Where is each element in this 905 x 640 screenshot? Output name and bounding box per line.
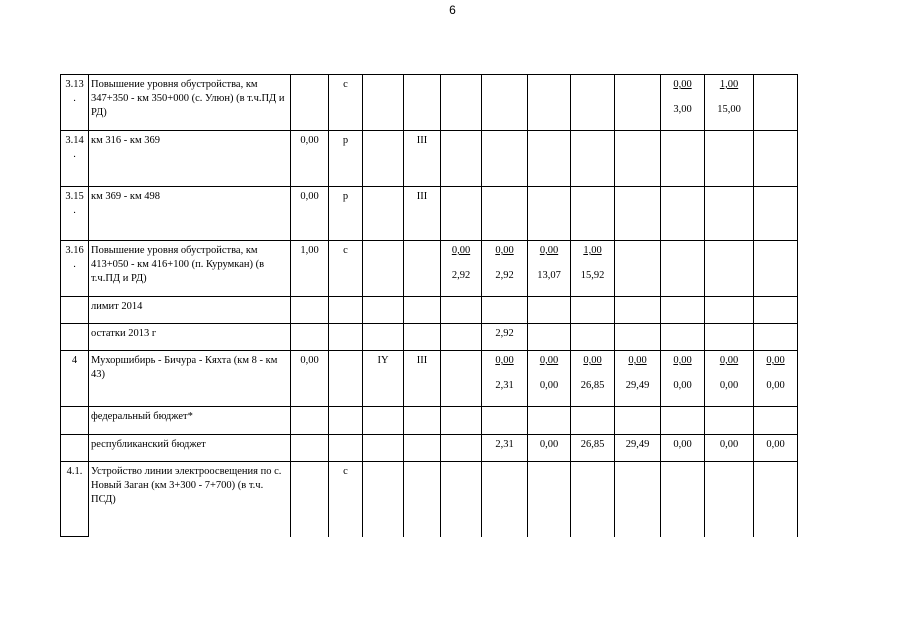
cell: [61, 435, 89, 462]
cell: [571, 75, 615, 131]
cell: [615, 324, 661, 351]
cell: [482, 407, 528, 435]
cell: [441, 407, 482, 435]
row-number: 3.13 .: [61, 75, 89, 131]
cell: 0,00: [291, 187, 329, 241]
cell: 26,85: [571, 435, 615, 462]
cell: [661, 131, 705, 187]
row-name: федеральный бюджет*: [89, 407, 291, 435]
cell: 0,00: [291, 351, 329, 407]
cell: [363, 324, 404, 351]
cell: [661, 241, 705, 297]
cell: 0,00 0,00: [705, 351, 754, 407]
cell: [404, 407, 441, 435]
row-name: республиканский бюджет: [89, 435, 291, 462]
table-row: [61, 187, 798, 241]
cell: [61, 407, 89, 435]
cell: [291, 407, 329, 435]
cell: 0,00 0,00: [528, 351, 571, 407]
cell: [528, 297, 571, 324]
cell: [615, 241, 661, 297]
cell: [661, 462, 705, 537]
cell: [291, 462, 329, 537]
cell: [441, 351, 482, 407]
cell: 0,00 26,85: [571, 351, 615, 407]
cell: 0,00: [528, 435, 571, 462]
cell: [441, 435, 482, 462]
cell: IY: [363, 351, 404, 407]
cell: [615, 187, 661, 241]
cell: [404, 75, 441, 131]
cell: [482, 297, 528, 324]
cell: [571, 407, 615, 435]
cell: [329, 407, 363, 435]
cell: 0,00: [291, 131, 329, 187]
cell: 0,00 2,92: [441, 241, 482, 297]
cell: [528, 462, 571, 537]
table-row: [61, 462, 798, 537]
cell: [404, 324, 441, 351]
cell: III: [404, 351, 441, 407]
cell: [363, 462, 404, 537]
cell: [363, 407, 404, 435]
cell: 2,31: [482, 435, 528, 462]
cell: 1,00 15,00: [705, 75, 754, 131]
cell: [661, 187, 705, 241]
cell: р: [329, 187, 363, 241]
cell: [441, 131, 482, 187]
table-row: [61, 407, 798, 435]
cell: [441, 462, 482, 537]
cell: [754, 187, 798, 241]
cell: [754, 324, 798, 351]
cell: [482, 462, 528, 537]
cell: [615, 407, 661, 435]
row-name: остатки 2013 г: [89, 324, 291, 351]
cell: [329, 297, 363, 324]
cell: 1,00: [291, 241, 329, 297]
cell: [441, 75, 482, 131]
row-number: 3.14 .: [61, 131, 89, 187]
cell: [363, 241, 404, 297]
row-name: Устройство линии электроосвещения по с. Новый Заган (км 3+300 - 7+700) (в т.ч. ПСД): [89, 462, 291, 537]
row-number: 3.16 .: [61, 241, 89, 297]
cell: [754, 297, 798, 324]
cell: [441, 324, 482, 351]
cell: [705, 131, 754, 187]
row-name: Повышение уровня обустройства, км 413+050 - км 416+100 (п. Курумкан) (в т.ч.ПД и РД): [89, 241, 291, 297]
row-number: 4: [61, 351, 89, 407]
cell: 1,00 15,92: [571, 241, 615, 297]
cell: [705, 462, 754, 537]
cell: 0,00 13,07: [528, 241, 571, 297]
cell: III: [404, 187, 441, 241]
table-row: [61, 241, 798, 297]
table-row: [61, 324, 798, 351]
cell: [528, 324, 571, 351]
cell: III: [404, 131, 441, 187]
row-number: 4.1.: [61, 462, 89, 537]
cell: [291, 75, 329, 131]
cell: [363, 435, 404, 462]
row-name: км 369 - км 498: [89, 187, 291, 241]
cell: [291, 435, 329, 462]
cell: с: [329, 241, 363, 297]
cell: [571, 131, 615, 187]
cell: р: [329, 131, 363, 187]
cell: [528, 187, 571, 241]
cell: [615, 462, 661, 537]
cell: [528, 131, 571, 187]
cell: [754, 241, 798, 297]
cell: [571, 187, 615, 241]
row-name: Повышение уровня обустройства, км 347+350 - км 350+000 (с. Улюн) (в т.ч.ПД и РД): [89, 75, 291, 131]
cell: [482, 187, 528, 241]
cell: [571, 324, 615, 351]
cell: [329, 435, 363, 462]
cell: [363, 297, 404, 324]
cell: [754, 407, 798, 435]
table-row: [61, 351, 798, 407]
cell: [404, 241, 441, 297]
cell: с: [329, 462, 363, 537]
row-name: Мухоршибирь - Бичура - Кяхта (км 8 - км 43): [89, 351, 291, 407]
row-name: лимит 2014: [89, 297, 291, 324]
cell: [705, 324, 754, 351]
cell: [705, 407, 754, 435]
cell: 0,00 2,31: [482, 351, 528, 407]
row-name: км 316 - км 369: [89, 131, 291, 187]
cell: 2,92: [482, 324, 528, 351]
cell: [754, 131, 798, 187]
cell: 0,00: [705, 435, 754, 462]
cell: [705, 297, 754, 324]
cell: 0,00 3,00: [661, 75, 705, 131]
cell: [363, 131, 404, 187]
cell: [528, 75, 571, 131]
cell: 0,00: [754, 435, 798, 462]
cell: [404, 462, 441, 537]
cell: [661, 297, 705, 324]
cell: [482, 131, 528, 187]
cell: 0,00 2,92: [482, 241, 528, 297]
page-number: 6: [449, 3, 456, 17]
cell: [61, 324, 89, 351]
row-number: 3.15 .: [61, 187, 89, 241]
cell: [571, 462, 615, 537]
table-row: [61, 75, 798, 131]
cell: 0,00 0,00: [754, 351, 798, 407]
cell: [754, 462, 798, 537]
cell: [705, 187, 754, 241]
cell: [404, 297, 441, 324]
cell: [363, 187, 404, 241]
table-row: [61, 131, 798, 187]
cell: [571, 297, 615, 324]
cell: [441, 297, 482, 324]
cell: [329, 351, 363, 407]
table-row: [61, 435, 798, 462]
cell: [661, 324, 705, 351]
cell: [528, 407, 571, 435]
cell: [615, 297, 661, 324]
cell: [441, 187, 482, 241]
cell: 0,00 29,49: [615, 351, 661, 407]
cell: 0,00: [661, 435, 705, 462]
budget-table: [60, 74, 798, 537]
cell: [705, 241, 754, 297]
cell: с: [329, 75, 363, 131]
cell: [404, 435, 441, 462]
cell: [754, 75, 798, 131]
cell: [329, 324, 363, 351]
cell: 29,49: [615, 435, 661, 462]
cell: [291, 324, 329, 351]
cell: [615, 131, 661, 187]
cell: [291, 297, 329, 324]
cell: [482, 75, 528, 131]
cell: 0,00 0,00: [661, 351, 705, 407]
cell: [363, 75, 404, 131]
table-row: [61, 297, 798, 324]
cell: [61, 297, 89, 324]
cell: [615, 75, 661, 131]
cell: [661, 407, 705, 435]
